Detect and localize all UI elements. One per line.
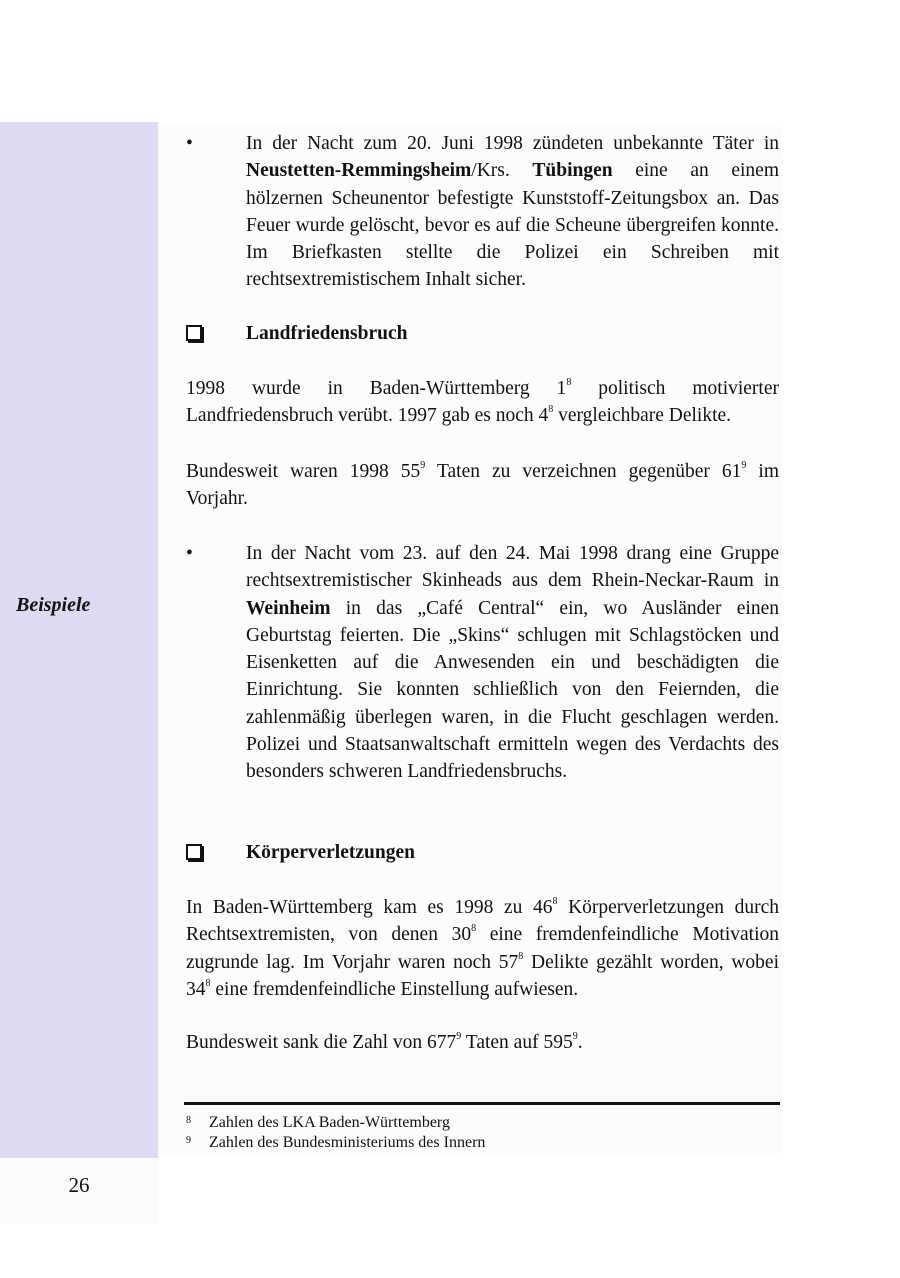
place-name-bold: Weinheim — [246, 597, 331, 619]
bullet-marker: • — [186, 133, 193, 154]
heading-text: Landfriedensbruch — [246, 323, 408, 344]
section-heading-koerperverletzungen — [186, 841, 779, 865]
footnote-8 — [184, 1113, 780, 1133]
bullet-text: In der Nacht zum 20. Juni 1998 zündeten unbekannte Täter in Neustetten-Remmingsheim/Krs. Tübingen eine an einem hölzernen Scheunentor befestigte Kunststoff-Zeitungsbox an. Das Feuer wurde gelöscht, bevor es auf die Scheune übergreifen konnte. Im Briefkasten stellte die Polizei ein Schreiben mit rechtsextremistischem Inhalt sicher. — [246, 133, 780, 291]
footnote-divider — [184, 1102, 780, 1105]
bullet-text: In der Nacht vom 23. auf den 24. Mai 1998 drang eine Gruppe rechtsextremistischer Skinheads aus dem Rhein-Neckar-Raum in Weinheim in das „Café Central“ ein, wo Ausländer einen Geburtstag feierten. Die „Skins“ schlugen mit Schlagstöcken und Eisenketten auf die Anwesenden ein und beschädigten die Einrichtung. Sie konnten schließlich von den Feiernden, die zahlenmäßig überlegen waren, in die Flucht geschlagen werden. Polizei und Staatsanwaltschaft ermitteln wegen des Verdachts des besonders schweren Landfriedensbruchs. — [246, 543, 779, 783]
margin-label: Beispiele — [16, 594, 91, 616]
bullet-item-weinheim — [186, 540, 779, 786]
checkbox-icon — [186, 844, 202, 860]
sidebar-margin — [0, 122, 158, 1158]
footnote-text: Zahlen des LKA Baden-Württemberg — [209, 1114, 450, 1131]
footnote-mark: 9 — [186, 1135, 191, 1146]
page-number: 26 — [68, 1173, 90, 1197]
heading-text: Körperverletzungen — [246, 842, 415, 863]
paragraph-landfriedensbruch-bund: Bundesweit waren 1998 $55^9$ Taten zu verzeichnen gegenüber $61^9$ im Vorjahr. — [186, 460, 779, 510]
paragraph-koerperverletzungen-bund: Bundesweit sank die Zahl von $677^9$ Taten auf $595^9$. — [186, 1031, 583, 1053]
footnote-9 — [184, 1133, 780, 1153]
place-name-bold: Tübingen — [532, 160, 613, 182]
paragraph-landfriedensbruch-bw: 1998 wurde in Baden-Württemberg $1^8$ politisch motivierter Landfriedensbruch verübt. 1997 gab es noch $4^8$ vergleichbare Delikte. — [186, 377, 779, 427]
bullet-item-neustetten — [186, 130, 779, 294]
paragraph-koerperverletzungen-bw: In Baden-Württemberg kam es 1998 zu $46^8$ Körperverletzungen durch Rechtsextremisten, von denen $30^8$ eine fremdenfeindliche Motivation zugrunde lag. Im Vorjahr waren noch $57^8$ Delikte gezählt worden, wobei $34^8$ eine fremdenfeindliche Einstellung aufwiesen. — [186, 896, 779, 1000]
place-name-bold: Neustetten-Remmingsheim — [246, 160, 472, 182]
bullet-marker: • — [186, 543, 193, 564]
checkbox-icon — [186, 325, 202, 341]
footnote-text: Zahlen des Bundesministeriums des Innern — [209, 1134, 486, 1151]
footnote-mark: 8 — [186, 1115, 191, 1126]
section-heading-landfriedensbruch — [186, 322, 779, 346]
